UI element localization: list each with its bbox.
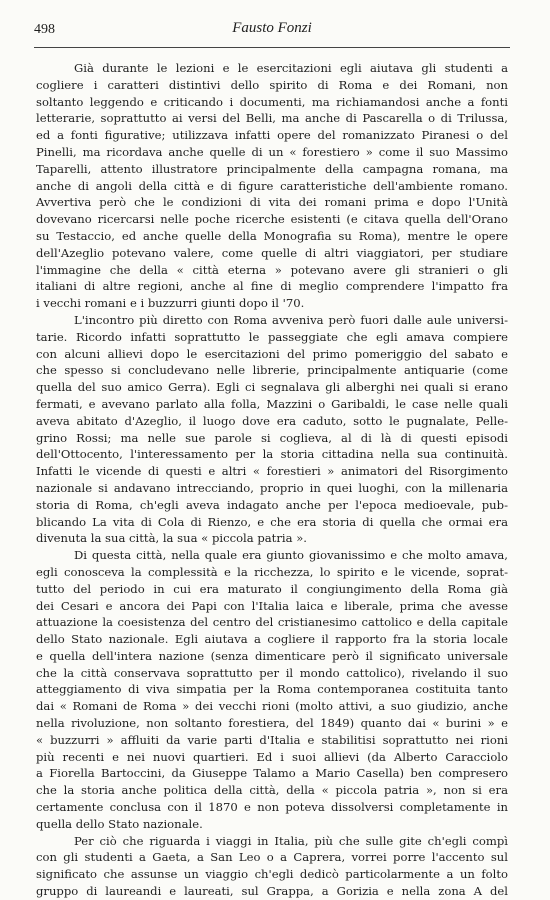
text-line: italiani di altre regioni, anche al fine di meglio comprendere l'impatto fra xyxy=(36,279,508,294)
text-line: dovevano ricercarsi nelle poche ricerche esistenti (e citava quella dell'Orano xyxy=(36,212,508,227)
text-line: Avvertiva però che le condizioni di vita dei romani prima e dopo l'Unità xyxy=(36,195,508,210)
text-line: fermati, e avevano parlato alla folla, Mazzini o Garibaldi, le case nelle quali xyxy=(36,396,508,411)
text-line: dell'Ottocento, l'interessamento per la storia cittadina nella sua continuità. xyxy=(36,447,508,462)
text-line: cogliere i caratteri distintivi dello spirito di Roma e dei Romani, non xyxy=(36,77,508,92)
text-line: nazionale si andavano intrecciando, proprio in quei luoghi, con la millenaria xyxy=(36,480,508,495)
text-line: blicando La vita di Cola di Rienzo, e che era storia di quella che ormai era xyxy=(36,514,508,529)
text-line: su Testaccio, ed anche quelle della Monografia su Roma), mentre le opere xyxy=(36,228,508,243)
text-line: « buzzurri » affluiti da varie parti d'Italia e stabilitisi soprattutto nei rioni xyxy=(36,732,508,747)
text-line: storia di Roma, ch'egli aveva indagato anche per l'epoca medioevale, pub- xyxy=(36,497,508,512)
body-text xyxy=(36,60,508,900)
text-line: e quella dell'intera nazione (senza dimenticare però il significato universale xyxy=(36,648,508,663)
text-line: che la storia anche politica della città, della « piccola patria », non si era xyxy=(36,783,508,798)
text-line: dai « Romani de Roma » dei vecchi rioni (molto attivi, a suo giudizio, anche xyxy=(36,699,508,714)
text-line: nella rivoluzione, non soltanto forestiera, del 1849) quanto dai « burini » e xyxy=(36,716,508,731)
text-line: con gli studenti a Gaeta, a San Leo o a Caprera, vorrei porre l'accento sul xyxy=(36,850,508,865)
text-line: più recenti e nei nuovi quartieri. Ed i suoi allievi (da Alberto Caracciolo xyxy=(36,749,508,764)
text-line: gruppo di laureandi e laureati, sul Grappa, a Gorizia e nella zona A del xyxy=(36,884,508,899)
text-line: divenuta la sua città, la sua « piccola patria ». xyxy=(36,531,307,546)
text-line: significato che assunse un viaggio ch'egli dedicò particolarmente a un folto xyxy=(36,867,508,882)
text-line: grino Rossi; ma nelle sue parole si coglieva, al di là di questi episodi xyxy=(36,430,508,445)
text-line: soltanto leggendo e criticando i documenti, ma richiamandosi anche a fonti xyxy=(36,94,508,109)
text-line: anche di angoli della città e di figure caratteristiche dell'ambiente romano. xyxy=(36,178,508,193)
text-line: tarie. Ricordo infatti soprattutto le passeggiate che egli amava compiere xyxy=(36,329,508,344)
text-line: che la città conservava soprattutto per il mondo cattolico), rivelando il suo xyxy=(36,665,508,680)
text-line: i vecchi romani e i buzzurri giunti dopo il '70. xyxy=(36,296,305,311)
text-line: certamente conclusa con il 1870 e non poteva dissolversi completamente in xyxy=(36,800,508,815)
text-line: che spesso si concludevano nelle librerie, principalmente antiquarie (come xyxy=(36,363,508,378)
text-line: dei Cesari e ancora dei Papi con l'Italia laica e liberale, prima che avesse xyxy=(36,598,508,613)
text-line: a Fiorella Bartoccini, da Giuseppe Talamo a Mario Casella) ben compresero xyxy=(36,766,508,781)
text-line: quella del suo amico Gerra). Egli ci segnalava gli alberghi nei quali si erano xyxy=(36,380,508,395)
text-line: Già durante le lezioni e le esercitazioni egli aiutava gli studenti a xyxy=(74,61,508,75)
text-line: egli conosceva la complessità e la ricchezza, lo spirito e le vicende, soprat- xyxy=(36,564,508,579)
text-line: dello Stato nazionale. Egli aiutava a cogliere il rapporto fra la storia locale xyxy=(36,632,508,647)
text-line: ed a fonti figurative; utilizzava infatti opere del romanizzato Piranesi o del xyxy=(36,128,508,143)
header-rule xyxy=(34,47,510,48)
text-line: Infatti le vicende di questi e altri « forestieri » animatori del Risorgimento xyxy=(36,464,508,479)
text-line: L'incontro più diretto con Roma avveniva però fuori dalle aule universi- xyxy=(74,312,508,327)
text-line: Taparelli, attento illustratore principalmente della campagna romana, ma xyxy=(36,161,508,176)
text-line: aveva abitato d'Azeglio, il luogo dove era caduto, sotto le pugnalate, Pelle- xyxy=(36,413,508,428)
text-line: attuazione la coesistenza del centro del cristianesimo cattolico e della capitale xyxy=(36,615,508,630)
text-line: letterarie, soprattutto ai versi del Belli, ma anche di Pascarella o di Trilussa, xyxy=(36,111,508,126)
text-line: Per ciò che riguarda i viaggi in Italia, più che sulle gite ch'egli compì xyxy=(74,833,508,848)
text-line: Pinelli, ma ricordava anche quelle di un « forestiero » come il suo Massimo xyxy=(36,144,508,159)
running-head: Fausto Fonzi xyxy=(232,20,312,36)
text-line: tutto del periodo in cui era maturato il congiungimento della Roma già xyxy=(36,581,508,596)
text-line: atteggiamento di viva simpatia per la Roma contemporanea costituita tanto xyxy=(36,682,508,697)
text-line: Di questa città, nella quale era giunto giovanissimo e che molto amava, xyxy=(74,548,508,563)
text-line: quella dello Stato nazionale. xyxy=(36,816,203,831)
page-number: 498 xyxy=(34,22,55,37)
text-line: dell'Azeglio potevano valere, come quelle di altri viaggiatori, per studiare xyxy=(36,245,508,260)
page-header xyxy=(34,20,510,44)
text-line: con alcuni allievi dopo le esercitazioni del primo pomeriggio del sabato e xyxy=(36,346,508,361)
text-line: l'immagine che della « città eterna » potevano avere gli stranieri o gli xyxy=(36,262,508,277)
